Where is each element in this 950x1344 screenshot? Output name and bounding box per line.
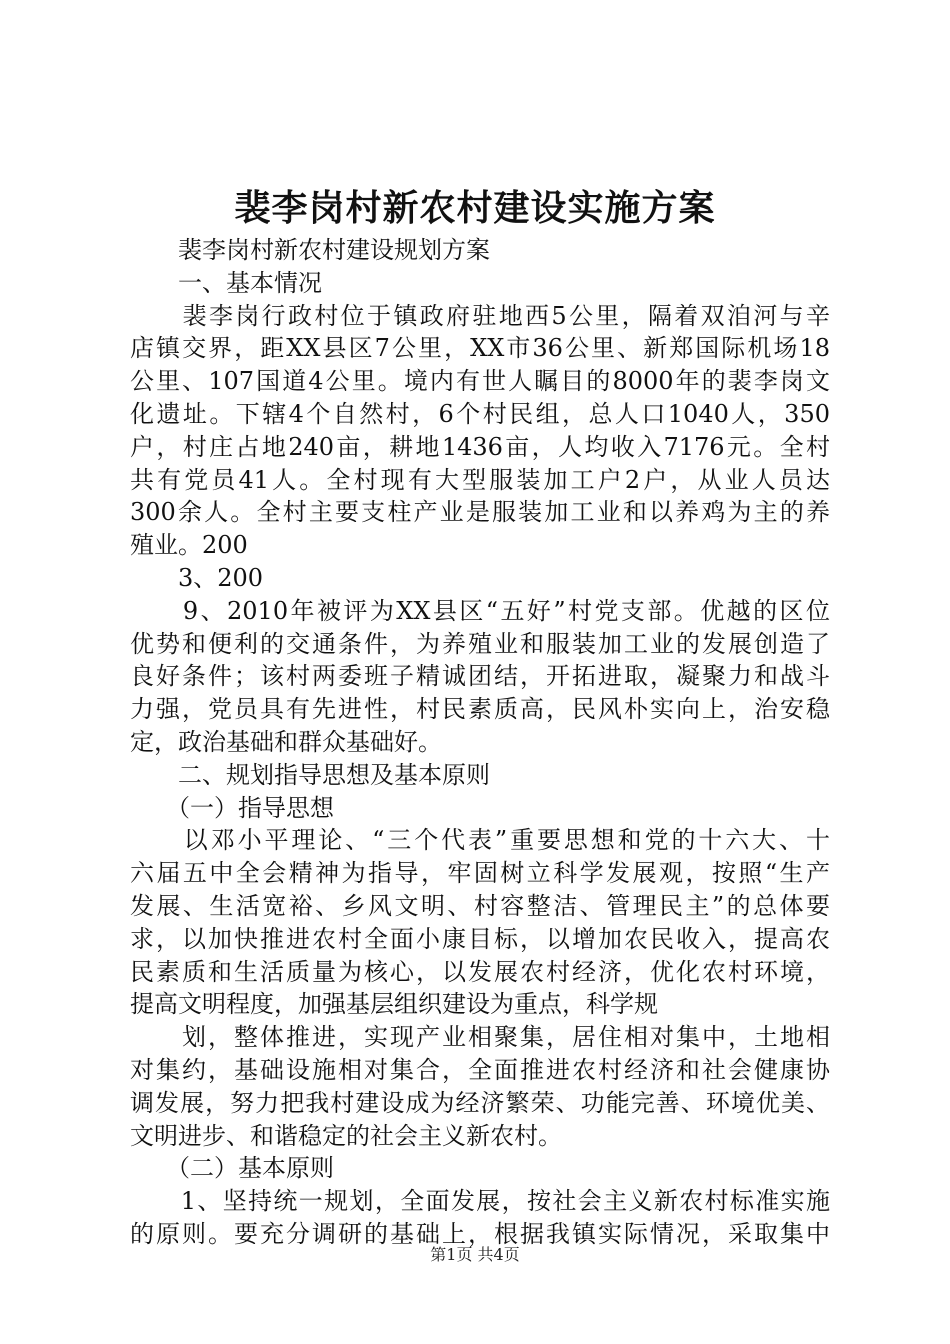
body-text-line: 力强，党员具有先进性，村民素质高，民风朴实向上，治安稳 [130, 695, 830, 724]
page-footer: 第1页 共4页 [430, 1245, 520, 1264]
body-text-line: 以邓小平理论、“三个代表”重要思想和党的十六大、十 [130, 826, 830, 855]
body-text-line: 良好条件；该村两委班子精诚团结，开拓进取，凝聚力和战斗 [130, 662, 830, 691]
body-text-line: 六届五中全会精神为指导，牢固树立科学发展观，按照“生产 [130, 859, 830, 888]
body-text-line: 公里、107国道4公里。境内有世人瞩目的8000年的裴李岗文 [130, 367, 830, 396]
document-title: 裴李岗村新农村建设实施方案 [234, 187, 716, 229]
body-text-line: 民素质和生活质量为核心，以发展农村经济，优化农村环境， [130, 957, 830, 986]
body-text-line: 化遗址。下辖4个自然村，6个村民组，总人口1040人，350 [130, 399, 830, 428]
body-text-line: 户，村庄占地240亩，耕地1436亩，人均收入7176元。全村 [130, 432, 830, 461]
body-text-line: 定，政治基础和群众基础好。 [130, 727, 442, 756]
body-text-line: （二）基本原则 [130, 1154, 334, 1183]
body-text-line: 裴李岗村新农村建设规划方案 [130, 236, 490, 264]
body-text-line: 3、200 [130, 563, 264, 592]
body-text-line: 裴李岗行政村位于镇政府驻地西5公里，隔着双洎河与辛 [130, 301, 830, 330]
body-text-line: 对集约，基础设施相对集合，全面推进农村经济和社会健康协 [130, 1055, 830, 1084]
body-text-line: 9、2010年被评为XX县区“五好”村党支部。优越的区位 [130, 596, 830, 625]
body-text-line: 共有党员41人。全村现有大型服装加工户2户，从业人员达 [130, 465, 830, 494]
body-text-line: （一）指导思想 [130, 793, 334, 822]
body-text-line: 调发展，努力把我村建设成为经济繁荣、功能完善、环境优美、 [130, 1088, 830, 1117]
document-body [130, 234, 830, 1251]
body-text-line: 发展、生活宽裕、乡风文明、村容整洁、管理民主”的总体要 [130, 891, 830, 920]
body-text-line: 划，整体推进，实现产业相聚集，居住相对集中，土地相 [130, 1023, 830, 1052]
body-text-line: 一、基本情况 [130, 268, 322, 297]
body-text-line: 优势和便利的交通条件，为养殖业和服装加工业的发展创造了 [130, 629, 830, 658]
body-text-line: 殖业。200 [130, 531, 248, 560]
body-text-line: 求，以加快推进农村全面小康目标，以增加农民收入，提高农 [130, 924, 830, 953]
body-text-line: 二、规划指导思想及基本原则 [130, 760, 490, 789]
body-text-line: 提高文明程度，加强基层组织建设为重点，科学规 [130, 990, 658, 1019]
body-text-line: 1、坚持统一规划，全面发展，按社会主义新农村标准实施 [130, 1187, 830, 1216]
body-text-line: 300余人。全村主要支柱产业是服装加工业和以养鸡为主的养 [130, 498, 830, 527]
body-text-line: 文明进步、和谐稳定的社会主义新农村。 [130, 1121, 562, 1150]
body-text-line: 店镇交界，距XX县区7公里，XX市36公里、新郑国际机场18 [130, 334, 830, 363]
body-text-line: 的原则。要充分调研的基础上，根据我镇实际情况，采取集中 [130, 1219, 830, 1248]
